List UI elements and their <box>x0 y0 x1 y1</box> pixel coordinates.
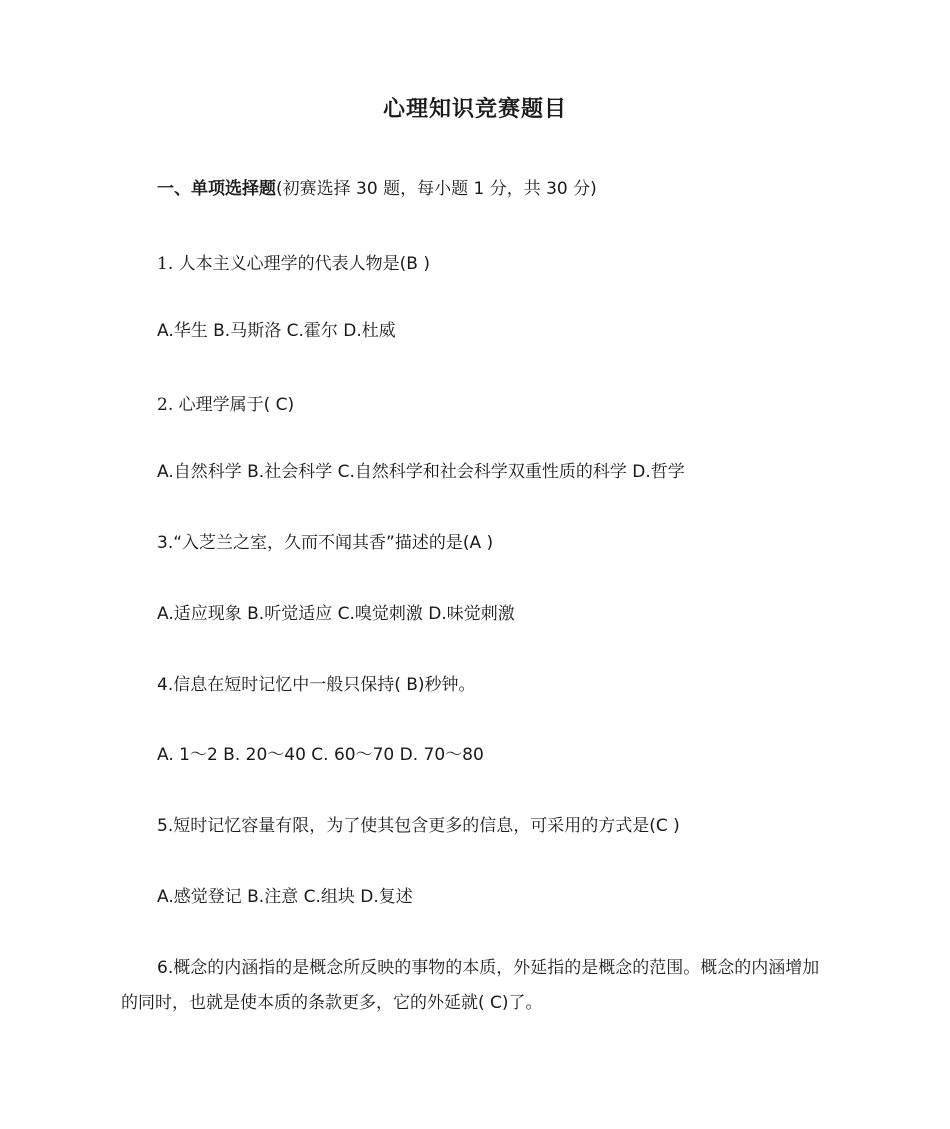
question-4: 4.信息在短时记忆中一般只保持( B)秒钟。 <box>157 675 476 695</box>
question-2-text: 心理学属于( C) <box>173 395 295 415</box>
question-2-options: A.自然科学 B.社会科学 C.自然科学和社会科学双重性质的科学 D.哲学 <box>157 462 685 482</box>
section-heading <box>157 177 597 201</box>
question-5: 5.短时记忆容量有限，为了使其包含更多的信息，可采用的方式是(C ) <box>157 816 680 836</box>
page-title: 心理知识竞赛题目 <box>382 97 567 122</box>
question-2 <box>157 393 294 417</box>
question-1 <box>157 252 430 276</box>
question-3: 3.“入芝兰之室，久而不闻其香”描述的是(A ) <box>157 533 494 553</box>
section-heading-label: 一、单项选择题 <box>157 179 276 199</box>
question-1-number: 1. <box>157 254 174 274</box>
question-4-options: A. 1～2 B. 20～40 C. 60～70 D. 70～80 <box>157 745 484 765</box>
question-3-options: A.适应现象 B.听觉适应 C.嗅觉刺激 D.味觉刺激 <box>157 604 515 624</box>
question-1-options: A.华生 B.马斯洛 C.霍尔 D.杜威 <box>157 321 396 341</box>
section-heading-note: (初赛选择 30 题，每小题 1 分，共 30 分) <box>276 179 597 199</box>
question-6: 6.概念的内涵指的是概念所反映的事物的本质，外延指的是概念的范围。概念的内涵增加的同时，也就是使本质的条款更多，它的外延就( C)了。 <box>121 958 820 1013</box>
question-1-text: 人本主义心理学的代表人物是(B ) <box>173 254 430 274</box>
question-5-options: A.感觉登记 B.注意 C.组块 D.复述 <box>157 887 413 907</box>
question-2-number: 2. <box>157 395 174 415</box>
